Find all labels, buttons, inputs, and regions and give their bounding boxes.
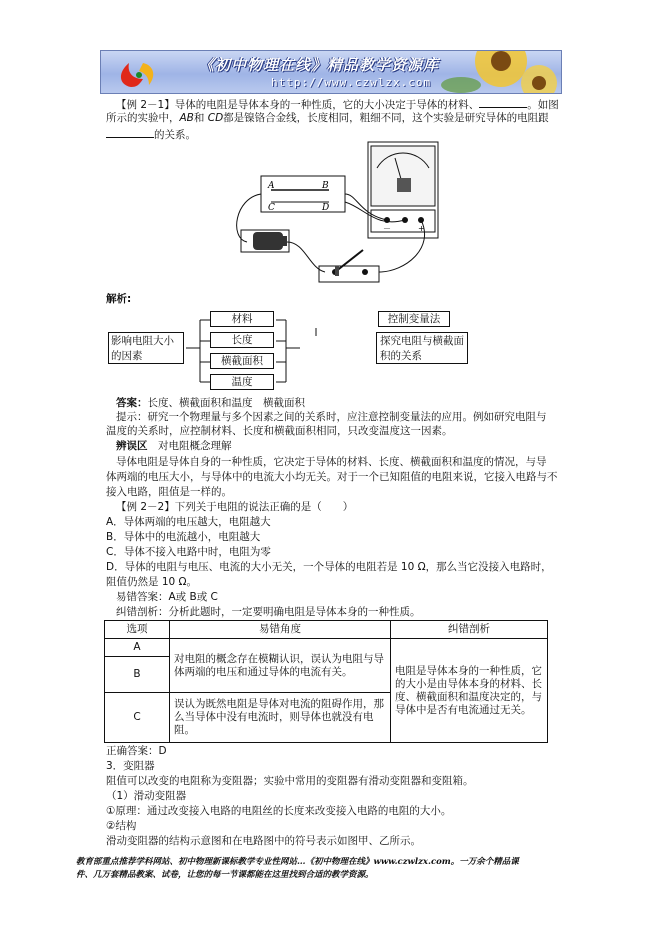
influence-factors-box: 影响电阻大小的因素 bbox=[108, 332, 184, 364]
c-reason-cell: 误认为既然电阻是导体对电流的阻碍作用，那么当导体中没有电流时，则导体也就没有电阻。 bbox=[170, 693, 391, 743]
site-url[interactable]: http://www.czwlzx.com bbox=[271, 76, 432, 89]
option-a: A．导体两端的电压越大，电阻越大 bbox=[106, 516, 271, 528]
confusion-line2: 体两端的电压大小，与导体中的电流大小均无关。对于一个已知阻值的电阻来说，它接入电路与不 bbox=[106, 471, 558, 483]
label-a: A bbox=[268, 181, 275, 191]
factor-temperature: 温度 bbox=[210, 374, 274, 390]
section3-structure-desc: 滑动变阻器的结构示意图和在电路图中的符号表示如图甲、乙所示。 bbox=[106, 835, 421, 847]
header-banner bbox=[100, 50, 562, 94]
site-logo-icon bbox=[109, 55, 179, 91]
footer-line2: 件、几万套精品教案、试卷，让您的每一节课都能在这里找到合适的教学资源。 bbox=[76, 870, 374, 880]
option-cell-a: A bbox=[105, 639, 170, 657]
example1-line1: 【例 2－1】导体的电阻是导体本身的一种性质，它的大小决定于导体的材料、 。如图 bbox=[116, 96, 559, 112]
factor-cross-section: 横截面积 bbox=[210, 353, 274, 369]
tip-line1: 提示：研究一个物理量与多个因素之间的关系时，应注意控制变量法的应用。例如研究电阻与 bbox=[116, 411, 547, 423]
correction-cell: 电阻是导体本身的一种性质，它的大小是由导体本身的材料、长度、横截面积和温度决定的，与导体中是否有电流通过无关。 bbox=[391, 639, 548, 743]
option-cell-b: B bbox=[105, 657, 170, 693]
option-d-cont: 阻值仍然是 10 Ω。 bbox=[106, 576, 198, 588]
confusion-heading: 辨误区 对电阻概念理解 bbox=[116, 440, 232, 452]
answer-line: 答案：长度、横截面积和温度 横截面积 bbox=[116, 397, 305, 409]
example1-line3: 的关系。 bbox=[106, 126, 196, 142]
answer-blank bbox=[106, 126, 154, 138]
correct-answer: 正确答案：D bbox=[106, 745, 167, 757]
section3-sub1: （1）滑动变阻器 bbox=[106, 790, 187, 802]
header-correction: 纠错剖析 bbox=[391, 621, 548, 639]
analysis-diagram bbox=[106, 308, 516, 394]
section3-title: 3．变阻器 bbox=[106, 760, 155, 772]
confusion-line3: 接入电路，阻值是一样的。 bbox=[106, 486, 232, 498]
factor-material: 材料 bbox=[210, 311, 274, 327]
battery-icon bbox=[241, 230, 289, 252]
svg-text:－: － bbox=[383, 224, 391, 233]
section3-principle: ①原理：通过改变接入电路的电阻丝的长度来改变接入电路的电阻的大小。 bbox=[106, 805, 452, 817]
ab-reason-cell: 对电阻的概念存在模糊认识，误认为电阻与导体两端的电压和通过导体的电流有关。 bbox=[170, 639, 391, 693]
control-variable-box: 控制变量法 bbox=[378, 311, 450, 327]
header-angle: 易错角度 bbox=[170, 621, 391, 639]
answer-blank bbox=[479, 96, 527, 108]
ammeter-icon bbox=[368, 142, 438, 238]
section3-structure: ②结构 bbox=[106, 820, 137, 832]
tip-line2: 温度的关系时，应控制材料、长度和横截面积相同，只改变温度这一因素。 bbox=[106, 425, 453, 437]
footer-line1: 教育部重点推荐学科网站、初中物理新课标教学专业性网站…《初中物理在线》www.czwlzx.com。一万余个精品课 bbox=[76, 857, 519, 867]
switch-icon bbox=[319, 250, 379, 282]
option-d: D．导体的电阻与电压、电流的大小无关，一个导体的电阻若是 10 Ω，那么当它没接入电路时， bbox=[106, 561, 552, 573]
wrong-answer: 易错答案：A或 B或 C bbox=[116, 591, 218, 603]
site-title: 《初中物理在线》精品教学资源库 bbox=[199, 56, 440, 74]
factor-length: 长度 bbox=[210, 332, 274, 348]
svg-text:+: + bbox=[418, 224, 425, 233]
section3-intro: 阻值可以改变的电阻称为变阻器；实验中常用的变阻器有滑动变阻器和变阻箱。 bbox=[106, 775, 474, 787]
confusion-line1: 导体电阻是导体自身的一种性质，它决定于导体的材料、长度、横截面积和温度的情况，与导 bbox=[116, 456, 547, 468]
explore-box: 探究电阻与横截面积的关系 bbox=[376, 332, 468, 364]
option-cell-c: C bbox=[105, 693, 170, 743]
label-d: D bbox=[322, 203, 330, 213]
header-option: 选项 bbox=[105, 621, 170, 639]
label-b: B bbox=[322, 181, 329, 191]
example2-question: 【例 2－2】下列关于电阻的说法正确的是（ ） bbox=[116, 501, 354, 513]
option-c: C．导体不接入电路中时，电阻为零 bbox=[106, 546, 271, 558]
label-c: C bbox=[268, 203, 275, 213]
error-table bbox=[104, 620, 548, 743]
error-analysis: 纠错剖析：分析此题时，一定要明确电阻是导体本身的一种性质。 bbox=[116, 606, 421, 618]
option-b: B．导体中的电流越小，电阻越大 bbox=[106, 531, 261, 543]
example1-line2: 所示的实验中，AB和 CD都是镍铬合金线，长度相同，粗细不同，这个实验是研究导体的电阻跟 bbox=[106, 112, 549, 124]
circuit-diagram bbox=[225, 138, 455, 298]
analysis-label: 解析: bbox=[106, 293, 132, 305]
